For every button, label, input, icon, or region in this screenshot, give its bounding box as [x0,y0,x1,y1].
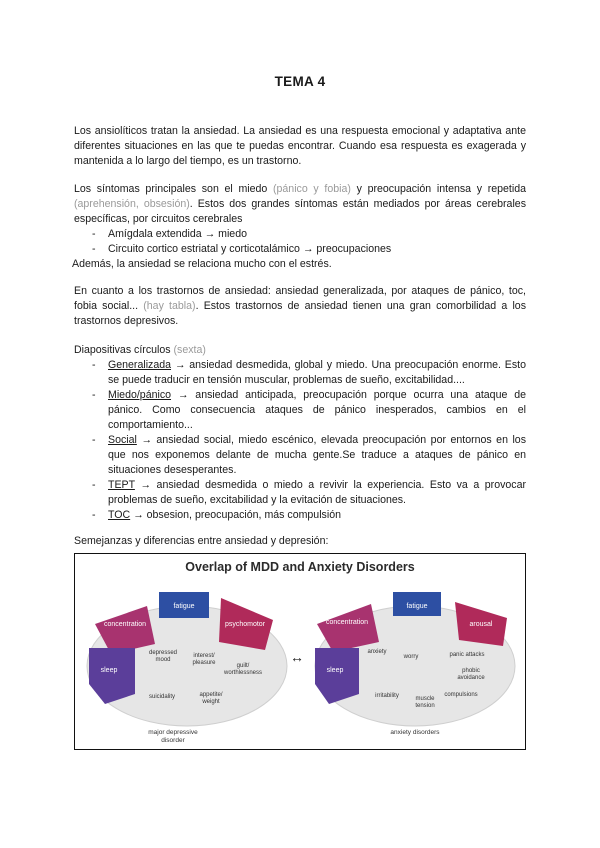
fatigue-label-right: fatigue [406,603,428,610]
muscle-tension-label: muscle [415,696,435,702]
interest-label: interest/ [193,653,215,659]
concentration-label-right: concentration [325,619,369,626]
panic-attacks-label: panic attacks [449,652,485,658]
svg-text:avoidance: avoidance [457,675,485,681]
anxiety-caption: anxiety disorders [390,729,440,736]
sleep-piece-right [315,648,359,704]
svg-text:pleasure: pleasure [192,660,216,666]
comparison-label: Semejanzas y diferencias entre ansiedad y depresión: [74,535,329,547]
psychomotor-label: psychomotor [224,621,266,628]
circuits-list [74,227,526,257]
phobic-avoidance-label: phobic [462,668,480,674]
sleep-label: sleep [100,667,118,674]
compulsions-label: compulsions [444,692,478,698]
figure-title: Overlap of MDD and Anxiety Disorders [185,560,415,574]
disorders-note: (hay tabla) [143,300,196,312]
overlap-diagram [75,554,525,749]
list-item-social: - Social → ansiedad social, miedo escénico, elevada preocupación por entornos en los que nos exponemos delante de mucha gente.Se traduce a ataques de pánico en situaciones desesperantes. [74,433,526,478]
symptoms-paragraph: Los síntomas principales son el miedo (pánico y fobia) y preocupación intensa y repetida (aprehensión, obsesión). Estos dos grandes síntomas están mediados por áreas cerebrales específicas, por circuitos cerebrales [74,183,526,225]
suicidality-label: suicidality [148,694,176,700]
slides-section [74,343,526,523]
worry-label: worry [403,654,419,660]
list-item: - Circuito cortico estriatal y corticotalámico → preocupaciones [74,242,526,257]
fatigue-label: fatigue [173,603,195,610]
sleep-piece [89,648,135,704]
guilt-label: guilt/ [236,663,250,669]
disorders-paragraph: En cuanto a los trastornos de ansiedad: ansiedad generalizada, por ataques de pánico, toc, fobia social... (hay tabla). Estos trastornos de ansiedad tienen una gran comorbilidad a los trastornos depresivos. [74,285,526,327]
symptoms-note-fear: (pánico y fobia) [273,183,351,195]
list-item-tept: - TEPT → ansiedad desmedida o miedo a revivir la experiencia. Esto va a provocar problemas de sueño, excitabilidad y la evitación de situaciones. [74,478,526,508]
slides-note: (sexta) [173,344,206,356]
appetite-label: appetite/ [199,692,223,698]
double-arrow-icon: ↔ [290,649,304,665]
mdd-diagram [87,592,287,744]
list-item-toc: - TOC → obsesion, preocupación, más compulsión [74,508,526,523]
list-item: - Amígdala extendida → miedo [74,227,526,242]
concentration-label: concentration [103,621,147,628]
svg-text:weight: weight [202,699,220,705]
svg-text:mood: mood [155,657,171,663]
disorder-list [74,358,526,523]
page-title: TEMA 4 [274,74,326,89]
list-item-generalizada: - Generalizada → ansiedad desmedida, global y miedo. Una preocupación enorme. Esto se puede traducir en tensión muscular, problemas de sueño, excitabilidad.... [74,358,526,388]
symptoms-note-worry: (aprehensión, obsesión) [74,198,190,210]
anxiety-label: anxiety [367,649,387,655]
intro-paragraph: Los ansiolíticos tratan la ansiedad. La ansiedad es una respuesta emocional y adaptativa ante diferentes situaciones en las que te puedas encontrar. Cuando esa respuesta es exagerada y mantenida a lo largo del tiempo, es un trastorno. [74,125,526,167]
symptoms-section [74,182,526,272]
anxiety-diagram [315,592,515,736]
svg-text:disorder: disorder [161,737,185,744]
list-item-panico: - Miedo/pánico → ansiedad anticipada, preocupación porque ocurra una ataque de pánico. Como consecuencia ataques de pánico inesperados, cambios en el comportamiento... [74,388,526,433]
mdd-caption: major depressive [148,729,198,736]
stress-note: Además, la ansiedad se relaciona mucho con el estrés. [72,258,332,270]
irritability-label: irritability [375,693,399,699]
slides-label: Diapositivas círculos (sexta) [74,344,206,356]
svg-text:worthlessness: worthlessness [223,670,263,676]
overlap-figure [74,553,526,750]
depressed-mood-label: depressed [148,650,178,656]
sleep-label-right: sleep [326,667,344,674]
arousal-label: arousal [469,621,493,628]
svg-text:tension: tension [415,703,435,709]
